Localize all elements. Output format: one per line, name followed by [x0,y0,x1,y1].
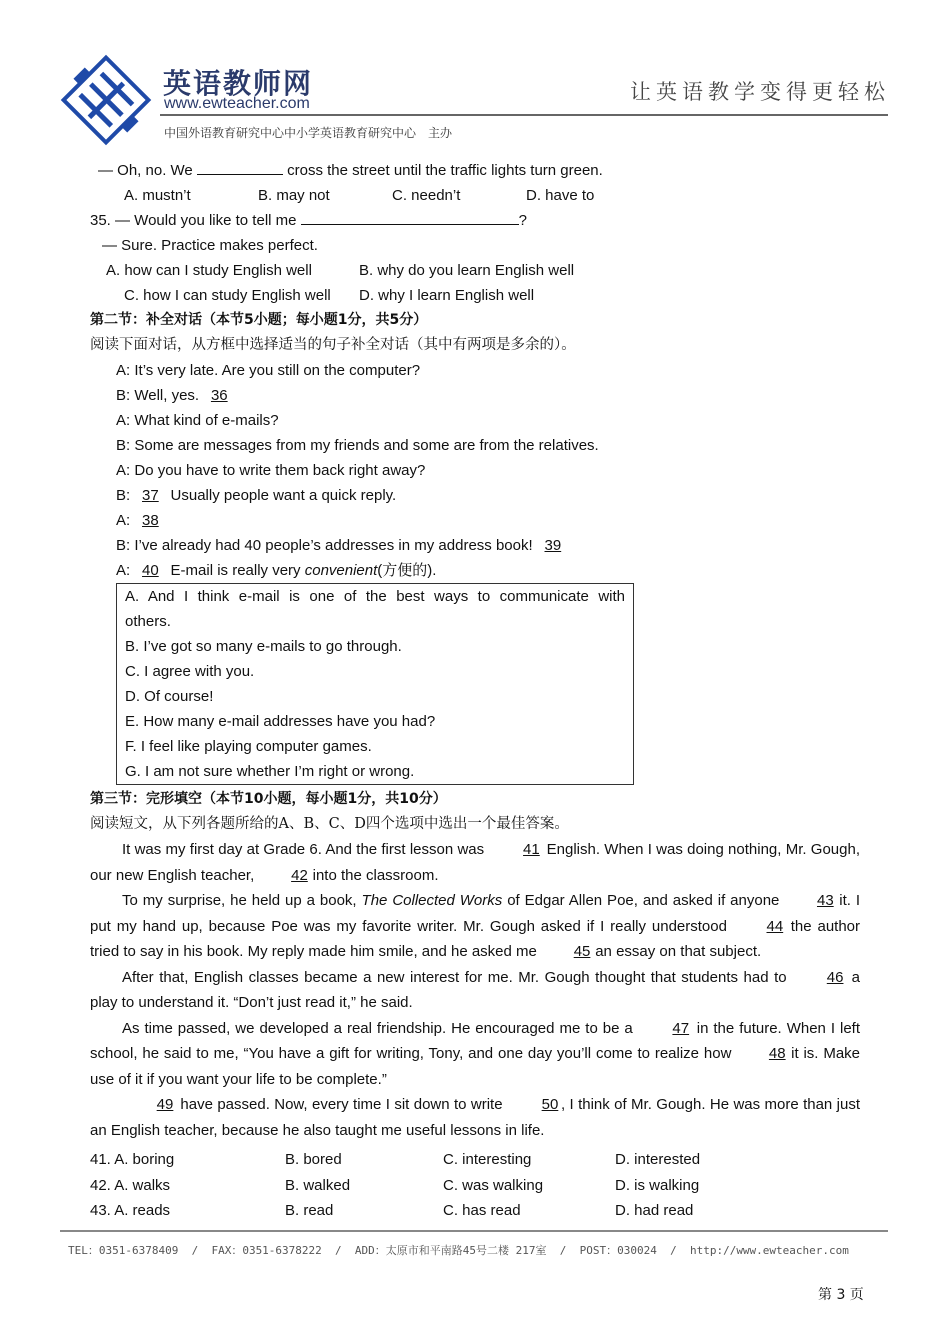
option: B. may not [258,187,330,204]
section2-instruction: 阅读下面对话，从方框中选择适当的句子补全对话（其中有两项是多余的）。 [90,337,576,353]
page-number: 第 3 页 [818,1287,864,1303]
box-option: G. I am not sure whether I’m right or wrong. [125,763,415,780]
option: D. have to [526,187,595,204]
section3-title: 第三节：完形填空（本节10小题，每小题1分，共10分） [90,791,447,807]
option: D. why I learn English well [359,287,535,304]
cloze-blank: 44 [766,917,784,935]
dialogue-text: It’s very late. Are you still on the computer? [134,362,421,379]
passage-paragraph-4: As time passed, we developed a real friendship. He encouraged me to be a 47 in the future. When I left school, he said to me, “You have a gift for writing, Tony, and one day you’ll come to realize how 48 it is. Make use of it if you want your life to be complete.” [90,1016,860,1093]
cloze-options [90,1147,860,1224]
speaker-label: B: [116,437,131,454]
option: C. has read [443,1202,521,1219]
passage-paragraph-2: To my surprise, he held up a book, The Collected Works of Edgar Allen Poe, and asked if anyone 43 it. I put my hand up, because Poe was my favorite writer. Mr. Gough asked if I really understood 44 the author tried to say in his book. My reply made him smile, and he asked me 45 an essay on that subject. [90,888,860,965]
cloze-blank: 47 [672,1019,690,1037]
option: C. needn’t [392,187,461,204]
header-divider [160,114,888,116]
dialogue-line [90,483,860,508]
gloss: (方便的). [377,562,437,579]
speaker-label: A: [116,512,131,529]
speaker-label: B: [116,537,131,554]
dialogue-line [90,433,860,458]
option: A. mustn’t [124,187,191,204]
cloze-blank: 46 [826,968,844,986]
exam-content [90,158,860,1224]
passage-paragraph-5: 49 have passed. Now, every time I sit down to write 50 , I think of Mr. Gough. He was more than just an English teacher, because he also taught me useful lessons in life. [90,1092,860,1143]
option-row [90,1173,860,1199]
site-logo [58,52,154,148]
box-option: A. And I think e-mail is one of the best ways to communicate with [125,588,625,605]
option: D. interested [615,1151,701,1168]
slogan: 让英语教学变得更轻松 [630,80,890,104]
passage-paragraph-3: After that, English classes became a new interest for me. Mr. Gough thought that students had to 46 a play to understand it. “Don’t just read it,” he said. [90,965,860,1016]
box-option: E. How many e-mail addresses have you had? [125,713,436,730]
option-row [90,1198,860,1224]
dialogue-text: Do you have to write them back right away? [134,462,426,479]
dialogue-line [90,533,860,558]
dialogue-line [90,358,860,383]
speaker-label: B: [116,387,131,404]
speaker-label: A: [116,462,131,479]
option-row [90,1147,860,1173]
box-option: B. I’ve got so many e-mails to go through. [125,638,402,655]
answer-options-box [116,583,634,785]
brand-url[interactable]: www.ewteacher.com [164,95,310,112]
option: B. bored [285,1151,342,1168]
option: 41. A. boring [90,1151,175,1168]
q35-stem: 35. — Would you like to tell me ? [90,208,860,233]
speaker-label: A: [116,562,131,579]
book-title: The Collected Works [361,892,503,909]
dialogue-line [90,458,860,483]
dialogue [90,358,860,583]
box-option: D. Of course! [125,688,214,705]
box-option: others. [125,613,171,630]
option: D. is walking [615,1176,700,1194]
dialogue-line [90,408,860,433]
speaker-label: B: [116,487,131,504]
box-option: C. I agree with you. [125,663,255,680]
dialogue-line [90,558,860,583]
footer-contact: TEL：0351-6378409 / FAX：0351-6378222 / ADD：太原市和平南路45号二楼 217室 / POST：030024 / http://www.ewteacher.com [68,1244,849,1257]
cloze-blank: 41 [523,841,540,858]
speaker-label: A: [116,412,131,429]
q34-options [90,183,860,208]
cloze-blank: 45 [573,943,591,960]
option: 42. A. walks [90,1176,171,1194]
answer-blank [301,209,519,225]
q35-options-row2 [90,283,860,308]
answer-blank [197,159,283,175]
cloze-blank: 43 [816,892,834,909]
q35-options-row1 [90,258,860,283]
option: C. was walking [443,1176,544,1194]
passage-paragraph-1: It was my first day at Grade 6. And the first lesson was 41 English. When I was doing nothing, Mr. Gough, our new English teacher, 42 into the classroom. [90,837,860,888]
section3-instruction: 阅读短文，从下列各题所给的A、B、C、D四个选项中选出一个最佳答案。 [90,816,569,832]
option: 43. A. reads [90,1202,171,1219]
dialogue-text: Well, yes. [134,387,200,404]
dialogue-text: Some are messages from my friends and some are from the relatives. [134,437,599,454]
box-option: F. I feel like playing computer games. [125,738,372,755]
option: D. had read [615,1202,694,1219]
speaker-label: A: [116,362,131,379]
dialogue-line [90,383,860,408]
dialogue-blank: 38 [142,512,159,529]
option: B. read [285,1202,334,1219]
option: B. walked [285,1176,351,1194]
q34-stem: — Oh, no. We cross the street until the traffic lights turn green. [90,158,860,183]
option: C. how I can study English well [124,287,331,304]
dialogue-line [90,508,860,533]
cloze-blank: 42 [291,866,308,884]
option: C. interesting [443,1151,532,1168]
brand-title: 英语教师网 [163,67,314,100]
cloze-blank: 50 [541,1096,559,1113]
option: A. how can I study English well [106,262,312,279]
dialogue-blank: 40 [142,562,159,579]
cloze-blank: 48 [768,1045,786,1062]
option: B. why do you learn English well [359,262,575,279]
dialogue-blank: 36 [210,387,228,404]
sponsor-line: 中国外语教育研究中心中小学英语教育研究中心 主办 [164,126,453,140]
dialogue-text: Usually people want a quick reply. [170,487,397,504]
q35-reply: — Sure. Practice makes perfect. [102,237,318,254]
section2-title: 第二节：补全对话（本节5小题；每小题1分，共5分） [90,312,428,328]
dialogue-blank: 37 [142,487,159,504]
dialogue-text: What kind of e-mails? [134,412,279,429]
dialogue-text: E-mail is really very [170,562,301,579]
dialogue-text: I’ve already had 40 people’s addresses in my address book! [134,537,533,554]
dialogue-blank: 39 [544,537,562,554]
footer-divider [60,1230,888,1232]
cloze-blank: 49 [156,1096,174,1113]
italic-word: convenient [304,562,378,579]
